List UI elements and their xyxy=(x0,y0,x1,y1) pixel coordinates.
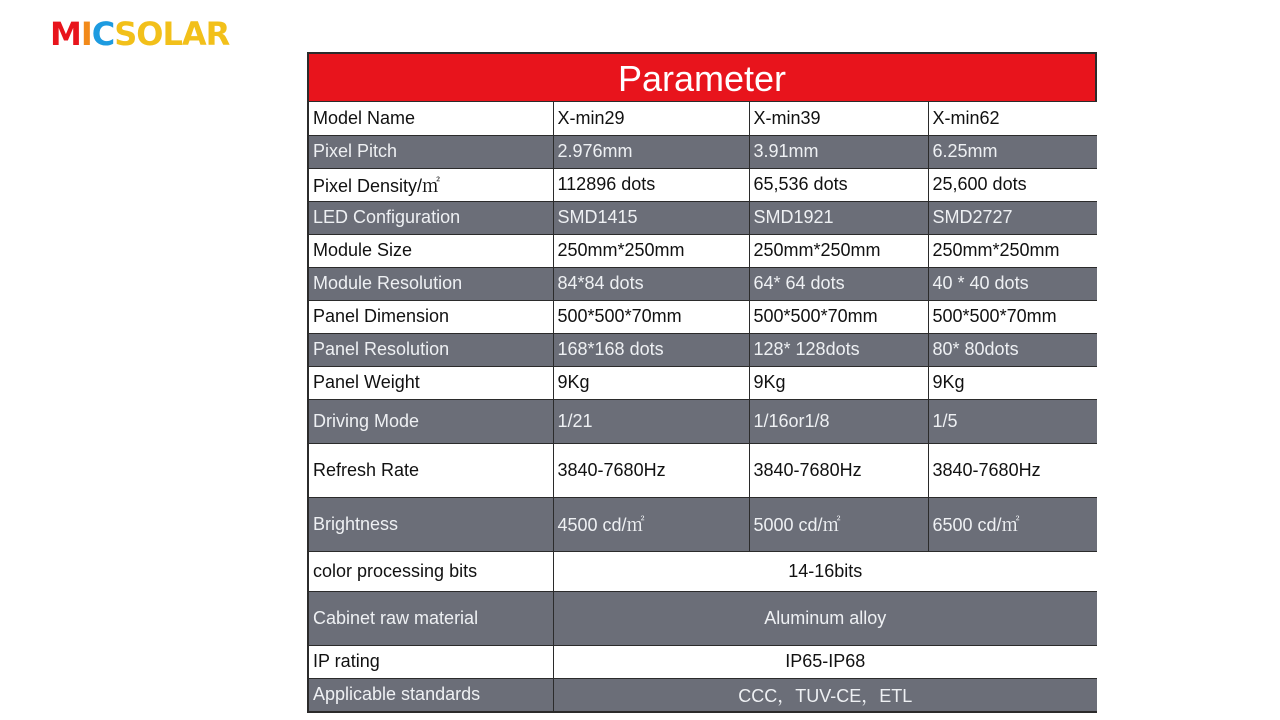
row-value: X-min62 xyxy=(928,102,1097,135)
table-row xyxy=(309,300,1097,333)
row-label: Refresh Rate xyxy=(309,443,553,497)
row-label: Module Size xyxy=(309,234,553,267)
row-value: SMD2727 xyxy=(928,201,1097,234)
table-row xyxy=(309,443,1097,497)
table-row xyxy=(309,366,1097,399)
row-label: Module Resolution xyxy=(309,267,553,300)
row-value: 500*500*70mm xyxy=(928,300,1097,333)
row-value: 1/5 xyxy=(928,399,1097,443)
table-row xyxy=(309,497,1097,551)
row-value: 128* 128dots xyxy=(749,333,928,366)
row-value: X-min29 xyxy=(553,102,749,135)
logo-letter: O xyxy=(136,15,163,53)
row-value: 40 * 40 dots xyxy=(928,267,1097,300)
row-label: Panel Weight xyxy=(309,366,553,399)
row-label: IP rating xyxy=(309,645,553,678)
table-row xyxy=(309,399,1097,443)
row-label: Model Name xyxy=(309,102,553,135)
row-value: 65,536 dots xyxy=(749,168,928,201)
row-value: 64* 64 dots xyxy=(749,267,928,300)
row-value: 80* 80dots xyxy=(928,333,1097,366)
row-value: 250mm*250mm xyxy=(928,234,1097,267)
table-row xyxy=(309,201,1097,234)
row-label: LED Configuration xyxy=(309,201,553,234)
table-row xyxy=(309,267,1097,300)
row-value: 250mm*250mm xyxy=(749,234,928,267)
row-value: 1/16or1/8 xyxy=(749,399,928,443)
logo-letter: M xyxy=(50,15,81,53)
row-value: 3840-7680Hz xyxy=(928,443,1097,497)
row-label: color processing bits xyxy=(309,551,553,591)
row-label: Brightness xyxy=(309,497,553,551)
row-value-merged: 14-16bits xyxy=(553,551,1097,591)
row-value: 2.976mm xyxy=(553,135,749,168)
row-value-merged: IP65-IP68 xyxy=(553,645,1097,678)
table-row xyxy=(309,551,1097,591)
row-value: X-min39 xyxy=(749,102,928,135)
row-value-merged: Aluminum alloy xyxy=(553,591,1097,645)
row-value: 168*168 dots xyxy=(553,333,749,366)
row-value: 9Kg xyxy=(553,366,749,399)
table-row xyxy=(309,234,1097,267)
row-value-merged: CCC，TUV-CE，ETL xyxy=(553,678,1097,711)
parameter-sheet xyxy=(307,52,1097,713)
row-value: 250mm*250mm xyxy=(553,234,749,267)
row-value: 9Kg xyxy=(928,366,1097,399)
row-label: Pixel Pitch xyxy=(309,135,553,168)
row-value: 6500 cd/㎡ xyxy=(928,497,1097,551)
row-value: 3840-7680Hz xyxy=(553,443,749,497)
row-value: 5000 cd/㎡ xyxy=(749,497,928,551)
brand-logo xyxy=(50,14,229,54)
table-row xyxy=(309,678,1097,711)
table-row xyxy=(309,102,1097,135)
table-row xyxy=(309,135,1097,168)
logo-letter: I xyxy=(80,15,92,53)
row-value: 1/21 xyxy=(553,399,749,443)
row-value: 3.91mm xyxy=(749,135,928,168)
row-label: Applicable standards xyxy=(309,678,553,711)
parameter-table xyxy=(309,102,1097,711)
row-label: Pixel Density/㎡ xyxy=(309,168,553,201)
row-value: 84*84 dots xyxy=(553,267,749,300)
logo-letter: S xyxy=(114,15,137,53)
row-value: 4500 cd/㎡ xyxy=(553,497,749,551)
table-row xyxy=(309,168,1097,201)
row-value: 25,600 dots xyxy=(928,168,1097,201)
table-title: Parameter xyxy=(309,54,1095,102)
row-value: SMD1921 xyxy=(749,201,928,234)
row-value: 3840-7680Hz xyxy=(749,443,928,497)
table-row xyxy=(309,591,1097,645)
table-row xyxy=(309,645,1097,678)
row-value: 6.25mm xyxy=(928,135,1097,168)
table-row xyxy=(309,333,1097,366)
row-value: 500*500*70mm xyxy=(553,300,749,333)
row-value: 112896 dots xyxy=(553,168,749,201)
logo-letter: A xyxy=(181,15,206,53)
row-value: SMD1415 xyxy=(553,201,749,234)
logo-letter: R xyxy=(205,15,230,53)
logo-letter: L xyxy=(162,15,182,53)
row-label: Driving Mode xyxy=(309,399,553,443)
row-value: 9Kg xyxy=(749,366,928,399)
row-value: 500*500*70mm xyxy=(749,300,928,333)
row-label: Panel Resolution xyxy=(309,333,553,366)
row-label: Panel Dimension xyxy=(309,300,553,333)
logo-letter: C xyxy=(91,15,115,53)
row-label: Cabinet raw material xyxy=(309,591,553,645)
